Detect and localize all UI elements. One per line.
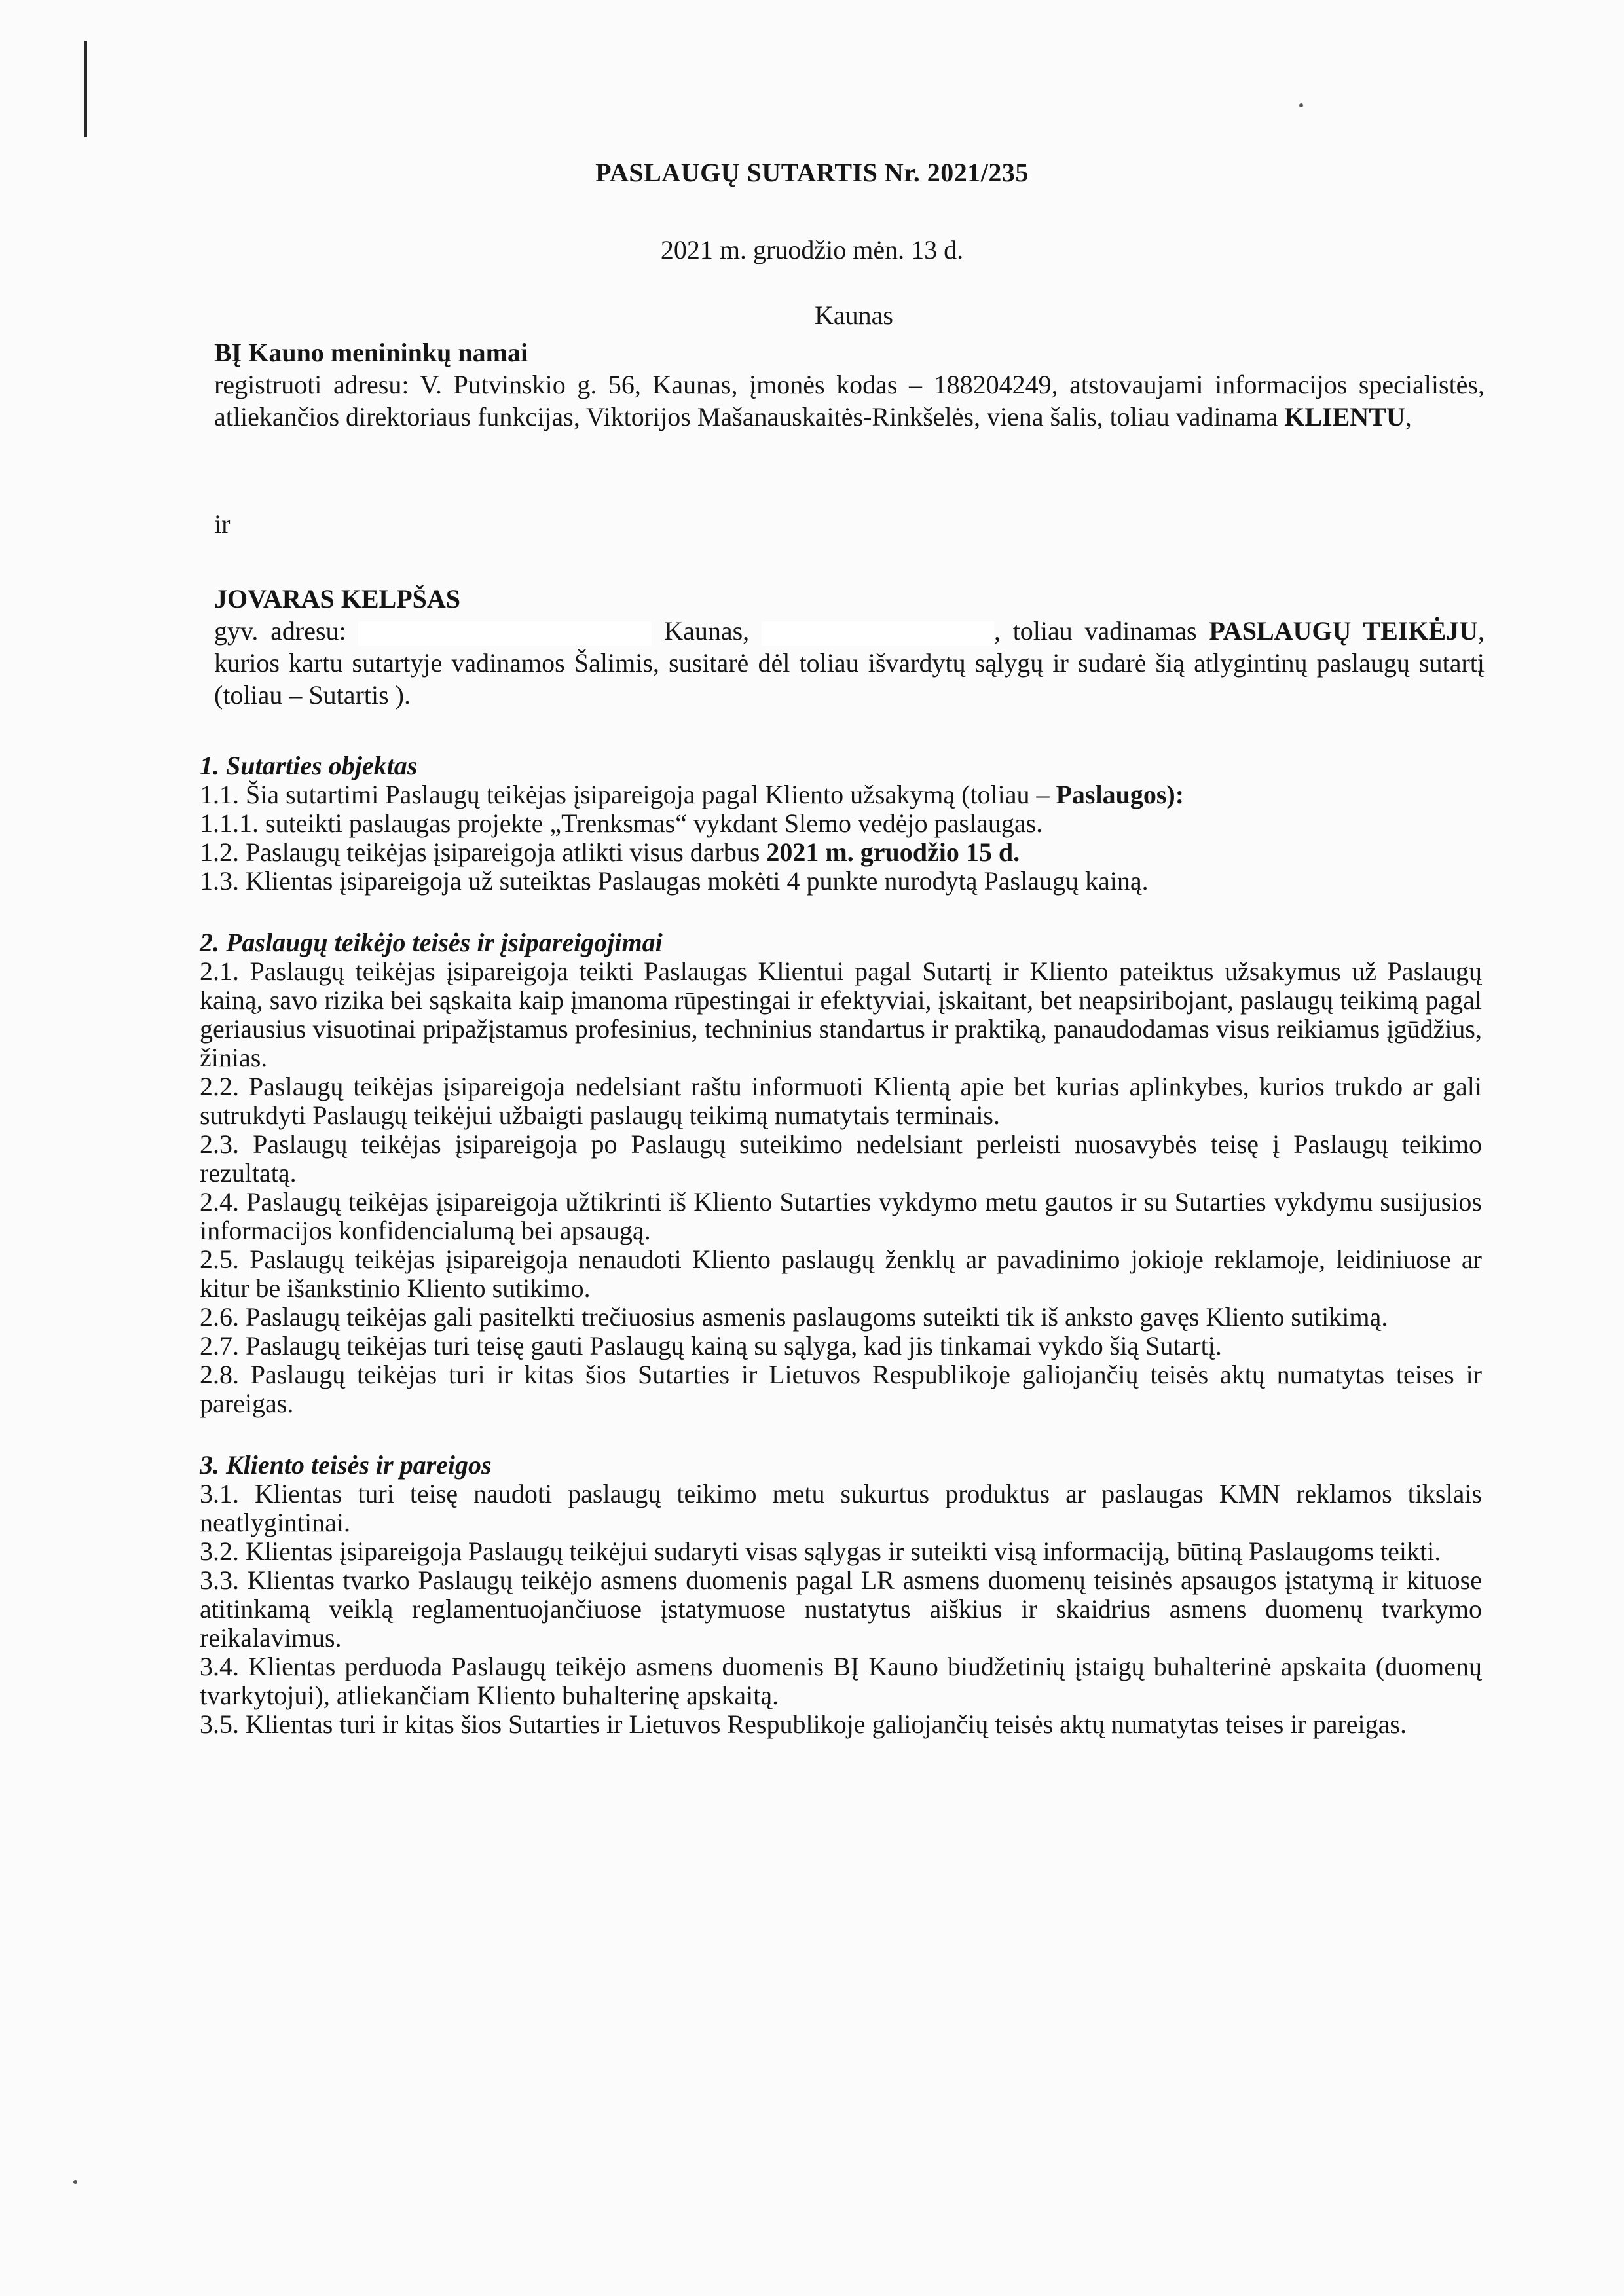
client-name: BĮ Kauno menininkų namai bbox=[214, 338, 528, 367]
redacted-address-2 bbox=[762, 621, 994, 646]
clause: 3.2. Klientas įsipareigoja Paslaugų teikėjui sudaryti visas sąlygas ir suteikti visą informaciją, būtiną Paslaugoms teikti. bbox=[200, 1537, 1441, 1566]
clause: 1.1. Šia sutartimi Paslaugų teikėjas įsipareigoja pagal Kliento užsakymą (toliau – Paslaugos): bbox=[200, 780, 1185, 809]
clause: 3.3. Klientas tvarko Paslaugų teikėjo asmens duomenis pagal LR asmens duomenų teisinės apsaugos įstatymą ir kituose atitinkamą veiklą reglamentuojančiuose įstatymuose nustatytus aiškius ir skaidrius asmens duomenų tvarkymo reikalavimus. bbox=[200, 1565, 1482, 1652]
document-title: PASLAUGŲ SUTARTIS Nr. 2021/235 bbox=[595, 158, 1029, 187]
clause: 2.7. Paslaugų teikėjas turi teisę gauti Paslaugų kainą su sąlyga, kad jis tinkamai vykdo šią Sutartį. bbox=[200, 1331, 1222, 1360]
clause: 2.6. Paslaugų teikėjas gali pasitelkti trečiuosius asmenis paslaugoms suteikti tik iš anksto gavęs Kliento sutikimą. bbox=[200, 1302, 1388, 1332]
clause: 3.1. Klientas turi teisę naudoti paslaugų teikimo metu sukurtus produktus ar paslaugas KMN reklamos tikslais neatlygintinai. bbox=[200, 1479, 1482, 1537]
clause: 2.2. Paslaugų teikėjas įsipareigoja nedelsiant raštu informuoti Klientą apie bet kurias aplinkybes, kurios trukdo ar gali sutrukdyti Paslaugų teikėjui užbaigti paslaugų teikimą numatytais terminais. bbox=[200, 1072, 1482, 1130]
clause: 2.8. Paslaugų teikėjas turi ir kitas šios Sutarties ir Lietuvos Respublikoje galiojančių teisės aktų numatytas teises ir pareigas. bbox=[200, 1360, 1482, 1418]
scan-speck bbox=[1299, 103, 1303, 107]
redacted-address bbox=[358, 621, 652, 646]
clause: 1.1.1. suteikti paslaugas projekte „Trenksmas“ vykdant Slemo vedėjo paslaugas. bbox=[200, 809, 1043, 838]
scan-margin-mark bbox=[84, 41, 87, 137]
clause: 1.2. Paslaugų teikėjas įsipareigoja atlikti visus darbus 2021 m. gruodžio 15 d. bbox=[200, 837, 1020, 867]
scan-speck bbox=[73, 2180, 77, 2184]
clause: 2.1. Paslaugų teikėjas įsipareigoja teikti Paslaugas Klientui pagal Sutartį ir Kliento pateiktus užsakymus už Paslaugų kainą, savo rizika bei sąskaita kaip įmanoma rūpestingai ir efektyviai, įskaitant, bet neapsiribojant, paslaugų teikimą pagal geriausius visuotinai pripažįstamus profesinius, techninius standartus ir praktiką, panaudodamas visus reikiamus įgūdžius, žinias. bbox=[200, 957, 1482, 1072]
section-title: 3. Kliento teisės ir pareigos bbox=[200, 1450, 492, 1480]
provider-party bbox=[214, 583, 1485, 711]
clause: 2.5. Paslaugų teikėjas įsipareigoja nenaudoti Kliento paslaugų ženklų ar pavadinimo jokioje reklamoje, leidiniuose ar kitur be išankstinio Kliento sutikimo. bbox=[200, 1245, 1482, 1303]
clause: 2.4. Paslaugų teikėjas įsipareigoja užtikrinti iš Kliento Sutarties vykdymo metu gautos ir su Sutarties vykdymu susijusios informacijos konfidencialumą bei apsaugą. bbox=[200, 1187, 1482, 1245]
client-party bbox=[214, 337, 1485, 433]
contract-sections bbox=[200, 752, 1482, 1739]
clause: 1.3. Klientas įsipareigoja už suteiktas Paslaugas mokėti 4 punkte nurodytą Paslaugų kainą. bbox=[200, 866, 1149, 896]
section-title: 2. Paslaugų teikėjo teisės ir įsipareigojimai bbox=[200, 928, 663, 957]
clause: 2.3. Paslaugų teikėjas įsipareigoja po Paslaugų suteikimo nedelsiant perleisti nuosavybės teisę į Paslaugų teikimo rezultatą. bbox=[200, 1129, 1482, 1188]
provider-name: JOVARAS KELPŠAS bbox=[214, 584, 461, 613]
conjunction: ir bbox=[214, 509, 231, 539]
section-title: 1. Sutarties objektas bbox=[200, 751, 418, 780]
clause: 3.4. Klientas perduoda Paslaugų teikėjo asmens duomenis BĮ Kauno biudžetinių įstaigų buhalterinė apskaita (duomenų tvarkytojui), atliekančiam Kliento buhalterinę apskaitą. bbox=[200, 1652, 1482, 1710]
clause: 3.5. Klientas turi ir kitas šios Sutarties ir Lietuvos Respublikoje galiojančių teisės aktų numatytas teises ir pareigas. bbox=[200, 1709, 1407, 1739]
document-city: Kaunas bbox=[815, 301, 893, 330]
provider-description: gyv. adresu: Kaunas, , toliau vadinamas PASLAUGŲ TEIKĖJU, kurios kartu sutartyje vadinamos Šalimis, susitarė dėl toliau išvardytų sąlygų ir sudarė šią atlygintinų paslaugų sutartį (toliau – Sutartis ). bbox=[214, 616, 1485, 710]
document-date: 2021 m. gruodžio mėn. 13 d. bbox=[660, 235, 964, 264]
client-description: registruoti adresu: V. Putvinskio g. 56, Kaunas, įmonės kodas – 188204249, atstovaujami informacijos specialistės, atliekančios direktoriaus funkcijas, Viktorijos Mašanauskaitės-Rinkšelės, viena šalis, toliau vadinama KLIENTU, bbox=[214, 370, 1485, 431]
